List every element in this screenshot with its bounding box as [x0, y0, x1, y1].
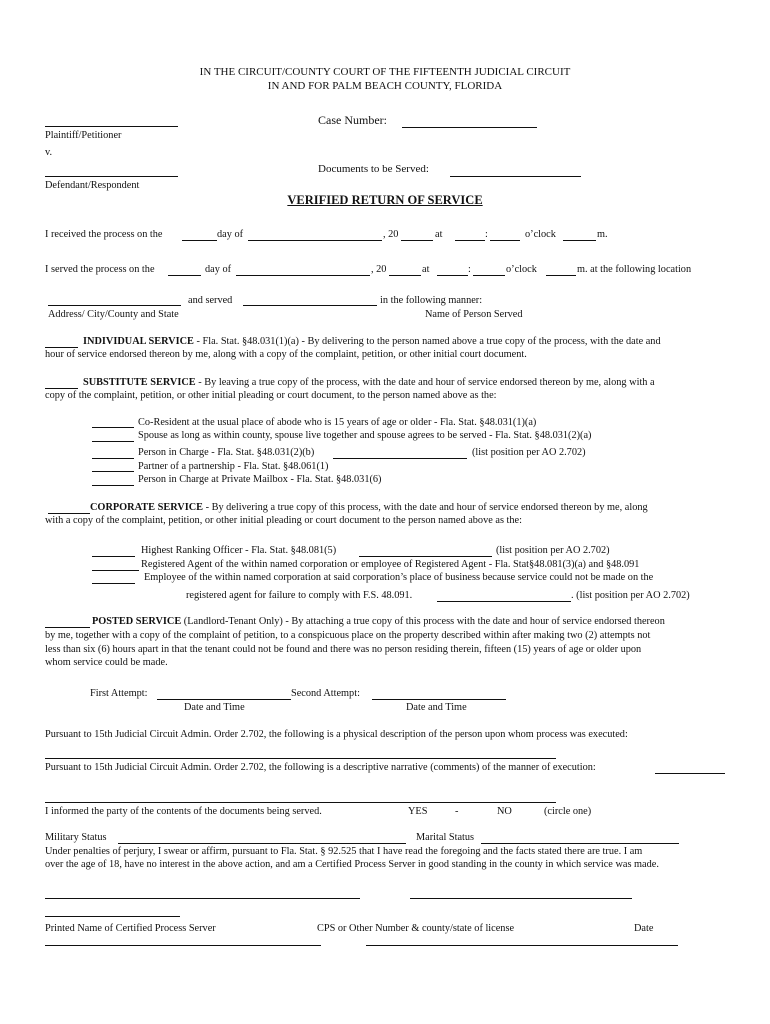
corporate-employee-position-field[interactable]	[437, 601, 571, 602]
served-text-1: I served the process on the	[45, 264, 155, 275]
case-number-label: Case Number:	[318, 113, 387, 127]
defendant-name-line[interactable]	[45, 176, 178, 177]
address-label: Address/ City/County and State	[48, 309, 179, 320]
second-attempt-date-time-label: Date and Time	[406, 702, 467, 713]
person-in-charge-position-label: (list position per AO 2.702)	[472, 447, 586, 458]
substitute-service-text: - By leaving a true copy of the process, with the date and hour of service endorsed thereon by me, along with a	[195, 377, 655, 388]
server-signature-field[interactable]	[45, 898, 360, 899]
posted-service-text: (Landlord-Tenant Only) - By attaching a true copy of this process with the date and hour of service endorsed thereon	[181, 616, 665, 627]
received-ampm-field[interactable]	[563, 240, 596, 241]
individual-service-heading: INDIVIDUAL SERVICE	[83, 336, 194, 347]
person-in-charge-position-field[interactable]	[333, 458, 467, 459]
highest-officer-position-label: (list position per AO 2.702)	[496, 545, 610, 556]
served-text-3: , 20	[371, 264, 387, 275]
substitute-service-line1	[83, 376, 655, 389]
documents-label: Documents to be Served:	[318, 163, 429, 175]
documents-field[interactable]	[450, 176, 581, 177]
person-served-field[interactable]	[243, 305, 377, 306]
received-text-7: m.	[597, 229, 608, 240]
substitute-service-line2: copy of the complaint, petition, or other initial pleading or court document, to the person named above as the:	[45, 390, 497, 401]
physical-description-field[interactable]	[45, 758, 556, 759]
received-text-1: I received the process on the	[45, 229, 163, 240]
registered-agent-option: Registered Agent of the within named corporation or employee of Registered Agent - Fla. Stat§48.081(3)(a) and §48.091	[141, 559, 640, 570]
marital-status-field[interactable]	[481, 843, 679, 844]
date-label: Date	[634, 923, 654, 934]
informed-yes[interactable]: YES	[408, 806, 428, 817]
versus-label: v.	[45, 147, 53, 158]
highest-officer-option: Highest Ranking Officer - Fla. Stat. §48.081(5)	[141, 545, 337, 556]
informed-text: I informed the party of the contents of the documents being served.	[45, 806, 322, 817]
received-minute-field[interactable]	[490, 240, 520, 241]
served-text-5: :	[468, 264, 471, 275]
received-text-2: day of	[217, 229, 244, 240]
court-heading-line1: IN THE CIRCUIT/COUNTY COURT OF THE FIFTEENTH JUDICIAL CIRCUIT	[199, 66, 571, 78]
served-text-2: day of	[205, 264, 232, 275]
corporate-employee-continued: registered agent for failure to comply with F.S. 48.091.	[186, 590, 413, 601]
corporate-service-line2: with a copy of the complaint, petition, or other initial pleading or court document to the person named above as the:	[45, 515, 522, 526]
first-attempt-date-time-label: Date and Time	[184, 702, 245, 713]
individual-service-line1	[83, 335, 661, 348]
cps-signature-field[interactable]	[410, 898, 632, 899]
received-hour-field[interactable]	[455, 240, 485, 241]
posted-service-line2: by me, together with a copy of the complaint of petition, to a conspicuous place on the property described within after making two (2) attempts not	[45, 630, 651, 641]
informed-circle-one: (circle one)	[544, 806, 592, 817]
cps-number-label: CPS or Other Number & county/state of license	[317, 923, 515, 934]
substitute-service-heading: SUBSTITUTE SERVICE	[83, 377, 196, 388]
first-attempt-field[interactable]	[157, 699, 291, 700]
form-title: VERIFIED RETURN OF SERVICE	[287, 193, 483, 207]
served-day-field[interactable]	[168, 275, 201, 276]
registered-agent-checkline[interactable]	[92, 570, 139, 571]
informed-no[interactable]: NO	[497, 806, 512, 817]
perjury-line1: Under penalties of perjury, I swear or affirm, pursuant to Fla. Stat. § 92.525 that I have read the foregoing and the facts stated there are true. I am	[45, 846, 643, 857]
received-month-field[interactable]	[248, 240, 382, 241]
highest-officer-checkline[interactable]	[92, 556, 135, 557]
perjury-line2: over the age of 18, have no interest in the above action, and am a Certified Process Server in good standing in the county in which service was made.	[45, 859, 659, 870]
plaintiff-label: Plaintiff/Petitioner	[45, 130, 122, 141]
and-served-text: and served	[188, 295, 233, 306]
served-text-4: at	[422, 264, 430, 275]
spouse-option: Spouse as long as within county, spouse live together and spouse agrees to be served - Fla. Stat. §48.031(2)(a)	[138, 430, 592, 441]
case-number-field[interactable]	[402, 127, 537, 128]
corporate-employee-position-label: . (list position per AO 2.702)	[571, 590, 690, 601]
marital-status-label: Marital Status	[416, 832, 475, 843]
co-resident-option: Co-Resident at the usual place of abode who is 15 years of age or older - Fla. Stat. §48.031(1)(a)	[138, 417, 537, 428]
military-status-field[interactable]	[118, 843, 406, 844]
cps-date-entry-field[interactable]	[366, 945, 678, 946]
served-minute-field[interactable]	[473, 275, 505, 276]
private-mailbox-checkline[interactable]	[92, 485, 134, 486]
first-attempt-label: First Attempt:	[90, 688, 148, 699]
printed-name-entry-field[interactable]	[45, 945, 321, 946]
received-text-5: :	[485, 229, 488, 240]
highest-officer-position-field[interactable]	[359, 556, 492, 557]
served-ampm-field[interactable]	[546, 275, 576, 276]
plaintiff-name-line[interactable]	[45, 126, 178, 127]
served-text-6: o’clock	[506, 264, 537, 275]
corporate-employee-option: Employee of the within named corporation at said corporation’s place of business because service could not be made on the	[144, 572, 654, 583]
individual-service-line2: hour of service endorsed thereon by me, along with a copy of the complaint, petition, or other initial court document.	[45, 349, 527, 360]
served-hour-field[interactable]	[437, 275, 468, 276]
co-resident-checkline[interactable]	[92, 427, 134, 428]
corporate-service-heading: CORPORATE SERVICE	[90, 502, 204, 513]
received-day-field[interactable]	[182, 240, 217, 241]
person-in-charge-option: Person in Charge - Fla. Stat. §48.031(2)(b)	[138, 447, 315, 458]
second-attempt-label: Second Attempt:	[291, 688, 360, 699]
defendant-label: Defendant/Respondent	[45, 180, 140, 191]
printed-name-field[interactable]	[45, 916, 180, 917]
corporate-service-text: - By delivering a true copy of this process, with the date and hour of service endorsed thereon by me, along	[203, 502, 648, 513]
posted-service-line4: whom service could be made.	[45, 657, 168, 668]
individual-service-text: - Fla. Stat. §48.031(1)(a) - By delivering to the person named above a true copy of the process, with the date and	[193, 336, 661, 347]
posted-service-line1	[92, 615, 665, 628]
received-text-3: , 20	[383, 229, 399, 240]
served-text-7: m. at the following location	[577, 264, 692, 275]
posted-service-line3: less than six (6) hours apart in that the tenant could not be found and there was no person residing therein, fifteen (15) years of age or older upon	[45, 644, 642, 655]
physical-description-text: Pursuant to 15th Judicial Circuit Admin. Order 2.702, the following is a physical description of the person upon whom process was executed:	[45, 729, 628, 740]
spouse-checkline[interactable]	[92, 441, 134, 442]
narrative-field[interactable]	[45, 802, 556, 803]
posted-service-checkline[interactable]	[45, 627, 90, 628]
informed-dash: -	[455, 806, 459, 817]
posted-service-heading: POSTED SERVICE	[92, 616, 182, 627]
corporate-service-line1	[90, 501, 648, 514]
received-text-4: at	[435, 229, 443, 240]
served-year-field[interactable]	[389, 275, 421, 276]
corporate-employee-checkline[interactable]	[92, 583, 135, 584]
person-in-charge-checkline[interactable]	[92, 458, 134, 459]
partner-checkline[interactable]	[92, 471, 134, 472]
military-status-label: Military Status	[45, 832, 107, 843]
manner-text: in the following manner:	[380, 295, 483, 306]
received-text-6: o’clock	[525, 229, 556, 240]
private-mailbox-option: Person in Charge at Private Mailbox - Fla. Stat. §48.031(6)	[138, 474, 382, 485]
address-field[interactable]	[48, 305, 181, 306]
person-served-label: Name of Person Served	[425, 309, 523, 320]
received-year-field[interactable]	[401, 240, 433, 241]
served-month-field[interactable]	[236, 275, 370, 276]
partner-option: Partner of a partnership - Fla. Stat. §48.061(1)	[138, 461, 329, 472]
second-attempt-field[interactable]	[372, 699, 506, 700]
printed-name-label: Printed Name of Certified Process Server	[45, 923, 216, 934]
narrative-field-end[interactable]	[655, 773, 725, 774]
court-heading-line2: IN AND FOR PALM BEACH COUNTY, FLORIDA	[267, 80, 503, 92]
narrative-text: Pursuant to 15th Judicial Circuit Admin. Order 2.702, the following is a descriptive narrative (comments) of the manner of execution:	[45, 762, 596, 773]
